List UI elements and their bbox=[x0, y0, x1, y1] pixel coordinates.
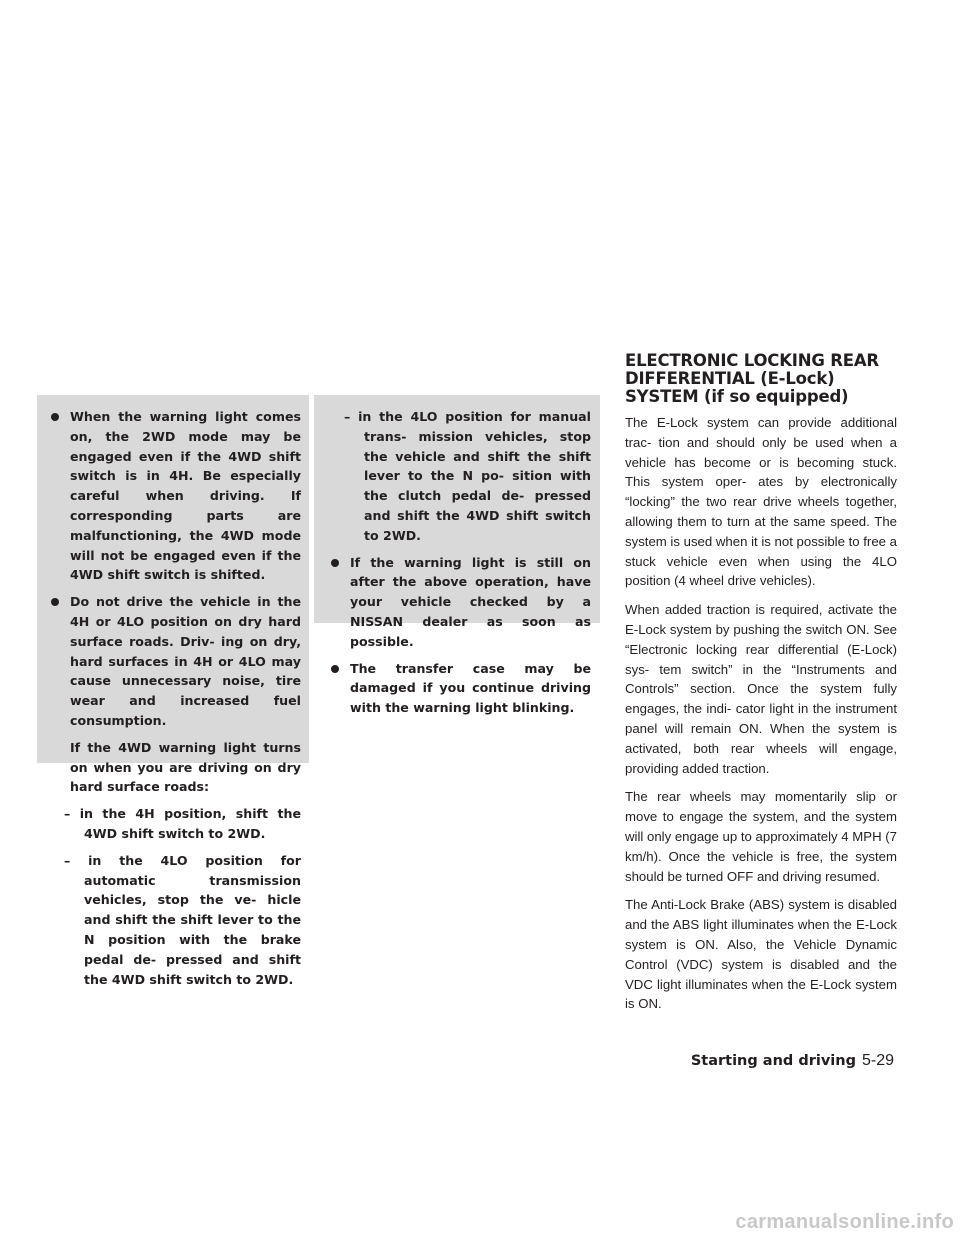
footer-section-name: Starting and driving bbox=[690, 1053, 856, 1069]
section-paragraph-4: The Anti-Lock Brake (ABS) system is disabled and the ABS light illuminates when the E-Lock system is ON. Also, the Vehicle Dynamic Control (VDC) system is disabled and the VDC light illuminates when the E-Lock system is ON. bbox=[625, 897, 897, 1012]
section-paragraph-3: The rear wheels may momentarily slip or move to engage the system, and the system will only engage up to approximately 4 MPH (7 km/h). Once the vehicle is free, the system should be turned OFF and driving resumed. bbox=[625, 789, 897, 884]
section-paragraph-2: When added traction is required, activate the E-Lock system by pushing the switch ON. See “Electronic locking rear differential (E-Lock) sys- tem switch” in the “Instruments and Controls” section. Once the system fully engages, the indi- cator light in the instrument panel will remain ON. When the system is activated, both rear wheels will engage, providing added traction. bbox=[625, 602, 897, 776]
section-paragraph-1: The E-Lock system can provide additional trac- tion and should only be used when a vehicle has become or is becoming stuck. This system oper- ates by electronically “locking” the two rear drive wheels together, allowing them to turn at the same speed. The system is used when it is not possible to free a stuck vehicle even when using the 4LO position (4 wheel drive vehicles). bbox=[625, 415, 897, 589]
warning-dash-item-3: – in the 4LO position for manual trans- mission vehicles, stop the vehicle and shift the shift lever to the N po- sition with the clutch pedal de- pressed and shift the 4WD shift switch to 2WD. bbox=[344, 409, 591, 543]
warning-bullet-2: Do not drive the vehicle in the 4H or 4LO position on dry hard surface roads. Driv- ing on dry, hard surfaces in 4H or 4LO may cause unnecessary noise, tire wear and increased fuel consumption. bbox=[50, 592, 301, 731]
warning-box-middle bbox=[314, 395, 600, 716]
section-heading: ELECTRONIC LOCKING REAR DIFFERENTIAL (E-Lock) SYSTEM (if so equipped) bbox=[625, 351, 879, 406]
page-footer bbox=[691, 1052, 894, 1070]
watermark: carmanualsonline.info bbox=[735, 1211, 954, 1233]
warning-bullet-4: The transfer case may be damaged if you continue driving with the warning light blinking. bbox=[330, 659, 591, 718]
warning-dash-item-2: – in the 4LO position for automatic transmission vehicles, stop the ve- hicle and shift the shift lever to the N position with the brake pedal de- pressed and shift the 4WD shift switch to 2WD. bbox=[64, 852, 301, 987]
e-lock-section bbox=[625, 352, 897, 1023]
warning-box-left bbox=[37, 395, 309, 987]
warning-bullet-3: If the warning light is still on after the above operation, have your vehicle checked by a NISSAN dealer as soon as possible. bbox=[330, 553, 591, 652]
warning-bullet-1: When the warning light comes on, the 2WD mode may be engaged even if the 4WD shift switch is in 4H. Be especially careful when driving. If corresponding parts are malfunctioning, the 4WD mode will not be engaged even if the 4WD shift switch is shifted. bbox=[50, 407, 301, 585]
warning-dash-item-1: – in the 4H position, shift the 4WD shift switch to 2WD. bbox=[64, 806, 301, 841]
page-number: 5-29 bbox=[861, 1052, 894, 1069]
warning-bullet-2-continuation: If the 4WD warning light turns on when you are driving on dry hard surface roads: bbox=[70, 739, 301, 795]
